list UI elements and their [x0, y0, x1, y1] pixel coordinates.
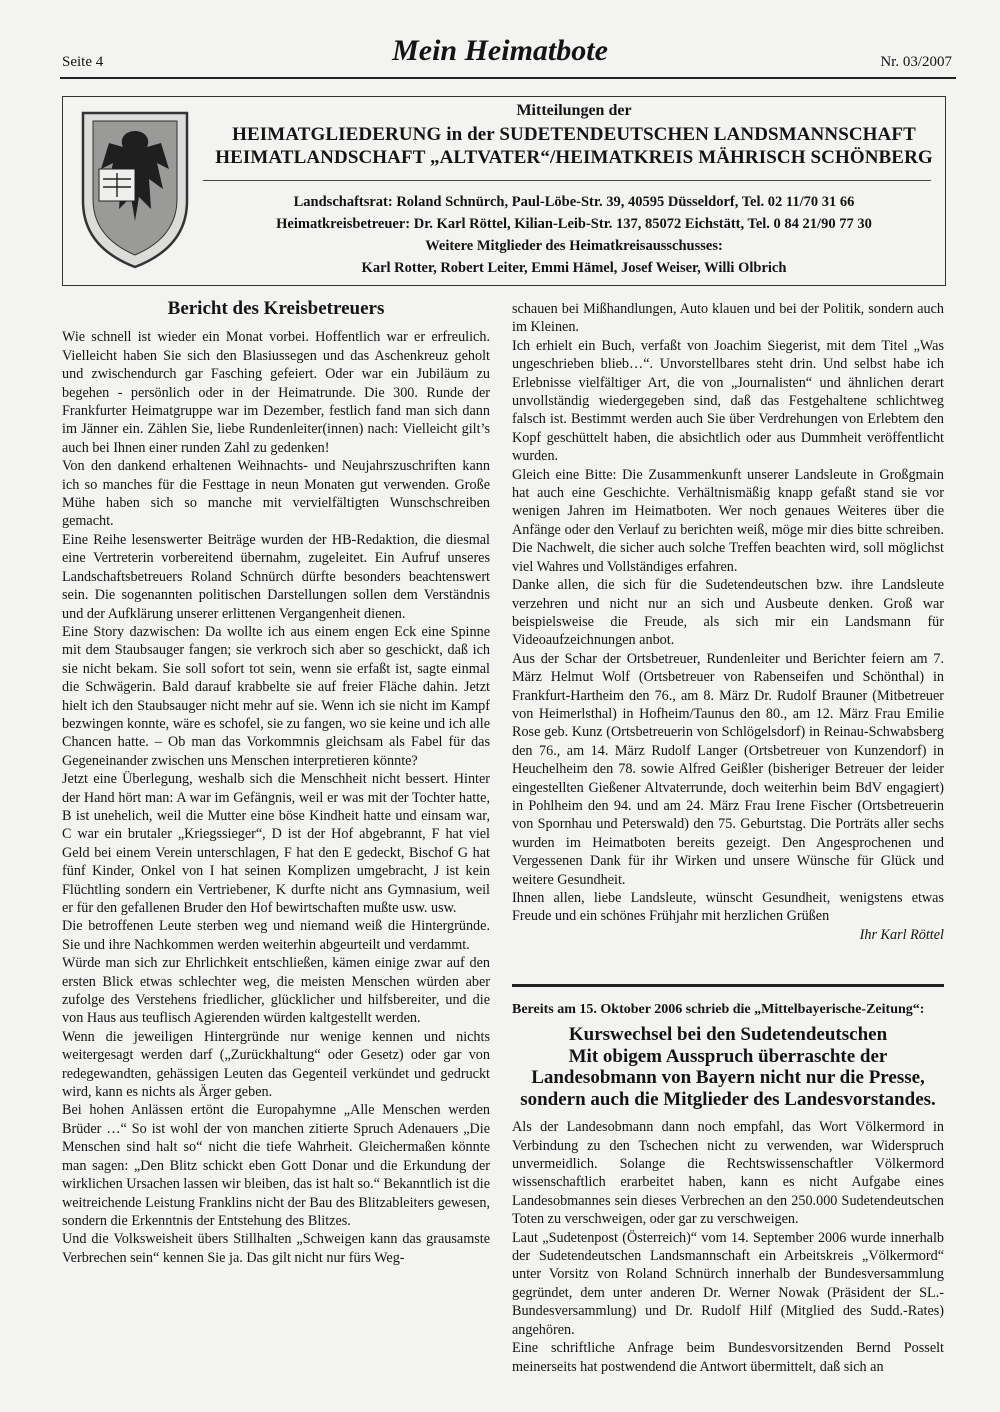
paragraph: Wenn die jeweiligen Hintergründe nur wenige kennen und nichts weitergesagt werden darf („Zurückhaltung“ oder Gesetz) oder gar von redegewandten, gehässigen Leuten das Gegenteil verkündet und gedruckt wird, kann es nichts als Ärger geben.: [62, 1028, 490, 1101]
issue-number: Nr. 03/2007: [880, 54, 952, 70]
paragraph: Danke allen, die sich für die Sudetendeutschen bzw. ihre Landsleute verzehren und nicht nur an sich und Ausbeute denken. Groß war beispielsweise die Freude, als sich mir ein Landsmann für Videoaufzeichnungen anbot.: [512, 577, 944, 649]
paragraph: Jetzt eine Überlegung, weshalb sich die Menschheit nicht bessert. Hinter der Hand hört man: A war im Gefängnis, weil er was mit der Tochter hatte, B ist unehelich, weil die Mutter eine böse Kindheit hatte und einsam war, C war ein brutaler „Kriegssieger“, D ist der Hof abgebrannt, F hat viel Geld bei einem Verein unterschlagen, F hat den E gedeckt, Bischof G hat fünf Kinder, Onkel von I hat seinen Komplizen umgebracht, J ist kein Flüchtling sondern ein Vertriebener, K durfte nicht ans Gymnasium, weil er für den gefallenen Bruder den Hof bewirtschaften mußte usw. usw.: [62, 771, 490, 916]
paragraph: Wie schnell ist wieder ein Monat vorbei. Hoffentlich war er erfreulich. Vielleicht haben Sie sich den Blasiussegen und das Aschenkreuz geholt und zwischendurch gar Fasching gefeiert. Oder war ein Jubiläum zu begehen - persönlich oder in der Heimatrunde. Die 300. Runde der Frankfurter Heimatgruppe war im Dezember, festlich fand man sich dann im Jänner ein. Zählen Sie, liebe Rundenleiter(innen) nach: Vielleicht gilt’s auch bei Ihnen einer runden Zahl zu gedenken!: [62, 329, 490, 456]
organization-line: HEIMATGLIEDERUNG in der SUDETENDEUTSCHEN LANDSMANNSCHAFT: [232, 124, 916, 145]
contact-line: Landschaftsrat: Roland Schnürch, Paul-Löbe-Str. 39, 40595 Düsseldorf, Tel. 02 11/70 31 66: [293, 194, 855, 210]
signature: Ihr Karl Röttel: [859, 926, 944, 943]
page-number: Seite 4: [62, 54, 104, 70]
right-column: [512, 300, 944, 1376]
masthead-logo: Mein Heimatbote: [392, 34, 608, 67]
contact-line: Karl Rotter, Robert Leiter, Emmi Hämel, Josef Weiser, Willi Olbrich: [361, 260, 787, 276]
paragraph: Aus der Schar der Ortsbetreuer, Rundenleiter und Berichter feiern am 7. März Helmut Wolf (Ortsbetreuer von Rabenseifen und Schönthal) in Frankfurt-Hartheim den 76., am 8. März Dr. Rudolf Brauner (Mitbetreuer von Heimerlsthal) in Hofheim/Taunus den 80., am 12. März Frau Emilie Rose geb. Kunz (Ortsbetreuerin von Schlögelsdorf) in Reinau-Schwabsberg den 76., am 14. März Rudolf Langer (Ortsbetreuer von Kunzendorf) in Heuchelheim den 78. sowie Alfred Geißler (bisheriger Betreuer der leider eingestellten Gießener Altvaterrunde, doch weiterhin beim BdV engagiert) in Pohlheim den 94. und am 24. März Frau Irene Fischer (Ortsbetreuerin von Spornhau und Peterswald) den 75. Geburtstag. Die Porträts aller sechs wurden im Heimatboten bereits gezeigt. Den Angesprochenen und Vergessenen Dank für ihr Wirken und unsere Wünsche für Glück und weitere Gesundheit.: [512, 650, 944, 888]
section-title: Bericht des Kreisbetreuers: [167, 298, 385, 319]
paragraph: Bei hohen Anlässen ertönt die Europahymne „Alle Menschen werden Brüder …“ So ist wohl der von manchen zitierte Spruch Adenauers „Die Menschen sind halt so“ nicht die tiefe Wahrheit. Gleichermaßen könnte man sagen: „Den Blitz schickt eben Gott Donar und die Erkundung der wirklichen Ursachen lassen wir bleiben, das ist halt so.“ Bekanntlich ist die weitreichende Leistung Franklins nicht der Bau des Blitzableiters gewesen, sondern die Erkenntnis der Entstehung des Blitzes.: [62, 1102, 490, 1229]
header-box-rule: [203, 180, 931, 181]
paragraph: Von den dankend erhaltenen Weihnachts- und Neujahrszuschriften kann ich so manches für die Festtage in neun Monaten gut verwenden. Große Mühe haben sich so manche mit vervielfältigten Wunschschreiben gemacht.: [62, 458, 490, 530]
paragraph: Gleich eine Bitte: Die Zusammenkunft unserer Landsleute in Großgmain hat auch eine Geschichte. Verhältnismäßig knapp gefaßt stand sie vor wenigen Jahren im Heimatboten. Wer noch genaues Weiteres über die Anfänge oder den Verlauf zu berichten weiß, möge mir dies bitte schreiben. Die Nachwelt, die sicher auch solche Treffen beachten wird, soll möglichst viel Wahres und Vollständiges erfahren.: [512, 466, 944, 575]
paragraph: Eine Story dazwischen: Da wollte ich aus einem engen Eck eine Spinne mit dem Staubsauger fangen; sie verkroch sich aber so geschickt, daß ich sie nicht bekam. Sie soll sofort tot sein, wenn sie erfaßt ist, sagte einmal die Schwägerin. Bald darauf krabbelte sie auf freier Fläche dahin. Jetzt hielt ich den Staubsauger nicht mehr auf sie. Wenn ich sie nicht im Kampf bezwingen konnte, wäre es schofel, sie zu fangen, wo sie keine und ich alle Chancen hatte. – Ob man das Vorkommnis gleichsam als Fabel für das Gegeneinander zwischen uns Menschen interpretieren könnte?: [62, 623, 490, 769]
headline-title: Kurswechsel bei den Sudetendeutschen: [568, 1024, 888, 1046]
paragraph: Als der Landesobmann dann noch empfahl, das Wort Völkermord in Verbindung zu den Tschechen nicht zu verwenden, war Widerspruch unvermeidlich. Solange die Rechtswissenschaftler Völkermord wissenschaftlich erarbeitet haben, kann es nicht Aufgabe eines Landesobmannes sein dieses Verbrechen an den 250.000 Sudetendeutschen Toten zu verschweigen, oder gar zu verschweigen.: [512, 1119, 944, 1228]
article-intro: Bereits am 15. Oktober 2006 schrieb die „Mittelbayerische-Zeitung“:: [512, 1002, 925, 1018]
paragraph: schauen bei Mißhandlungen, Auto klauen und bei der Politik, sondern auch im Kleinen.: [512, 301, 944, 336]
headline-subtitle: Mit obigem Ausspruch überraschte der Landesobmann von Bayern nicht nur die Presse, sondern auch die Mitglieder des Landesvorstandes.: [520, 1045, 936, 1110]
paragraph: Die betroffenen Leute sterben weg und niemand weiß die Hintergründe. Sie und ihre Nachkommen werden weiterhin abgeurteilt und verdammt.: [62, 918, 490, 953]
region-line: HEIMATLANDSCHAFT „ALTVATER“/HEIMATKREIS MÄHRISCH SCHÖNBERG: [215, 147, 933, 168]
paragraph: Eine schriftliche Anfrage beim Bundesvorsitzenden Bernd Posselt meinerseits hat postwendend die Antwort übermittelt, daß sich an: [512, 1340, 944, 1375]
coat-of-arms-icon: [79, 109, 191, 271]
left-column: [62, 300, 490, 1267]
paragraph: Würde man sich zur Ehrlichkeit entschließen, kämen einige zwar auf den ersten Blick etwas schlechter weg, die meisten Menschen würden aber zufolge des Verstehens friedlicher, glücklicher und hilfsbereiter, und die von Haus aus teuflisch Agierenden würden kaltgestellt werden.: [62, 955, 490, 1027]
paragraph: Und die Volksweisheit übers Stillhalten „Schweigen kann das grausamste Verbrechen sein“ kennen Sie ja. Das gilt nicht nur fürs Weg-: [62, 1231, 490, 1266]
paragraph: Ihnen allen, liebe Landsleute, wünscht Gesundheit, wenigstens etwas Freude und ein schönes Frühjahr mit herzlichen Grüßen: [512, 890, 944, 925]
article-headline: [512, 1024, 944, 1110]
paragraph: Ich erhielt ein Buch, verfaßt von Joachim Siegerist, mit dem Titel „Was ungeschrieben blieb…“. Unvorstellbares steht drin. Und selbst habe ich Erlebnisse vielfältiger Art, die von „Journalisten“ und ähnlichen derart unvollständig wiedergegeben sind, daß das Festgehaltene schlichtweg falsch ist. Bestimmt werden auch Sie über Verdrehungen von Erlebtem den Kopf geschüttelt haben, die absichtlich oder aus Dummheit veröffentlicht wurden.: [512, 337, 944, 465]
header-intro: Mitteilungen der: [516, 102, 632, 119]
header-rule: [60, 77, 956, 79]
header-box: [62, 96, 946, 286]
contact-line: Weitere Mitglieder des Heimatkreisausschusses:: [425, 238, 723, 254]
contact-line: Heimatkreisbetreuer: Dr. Karl Röttel, Kilian-Leib-Str. 137, 85072 Eichstätt, Tel. 0 84 21/90 77 30: [276, 216, 872, 232]
paragraph: Eine Reihe lesenswerter Beiträge wurden der HB-Redaktion, die diesmal eine Vertreterin vorbereitend übernahm, zugeleitet. Ein Aufruf unseres Landschaftsbetreuers Roland Schnürch dürfte besonders beachtenswert sein. Die sogenannten politischen Darstellungen sollen dem Verständnis und der Aufklärung unserer erlittenen Vergangenheit dienen.: [62, 531, 490, 622]
paragraph: Laut „Sudetenpost (Österreich)“ vom 14. September 2006 wurde innerhalb der Sudetendeutschen Landsmannschaft ein Arbeitskreis „Völkermord“ unter Vorsitz von Roland Schnürch innerhalb der Bundesversammlung gegründet, dem unter anderen Dr. Werner Nowak (Präsident der SL.-Bundesversammlung) und Dr. Rudolf Hilf (Mitglied des Sudd.-Rates) angehören.: [512, 1229, 944, 1338]
article-separator: [512, 984, 944, 987]
